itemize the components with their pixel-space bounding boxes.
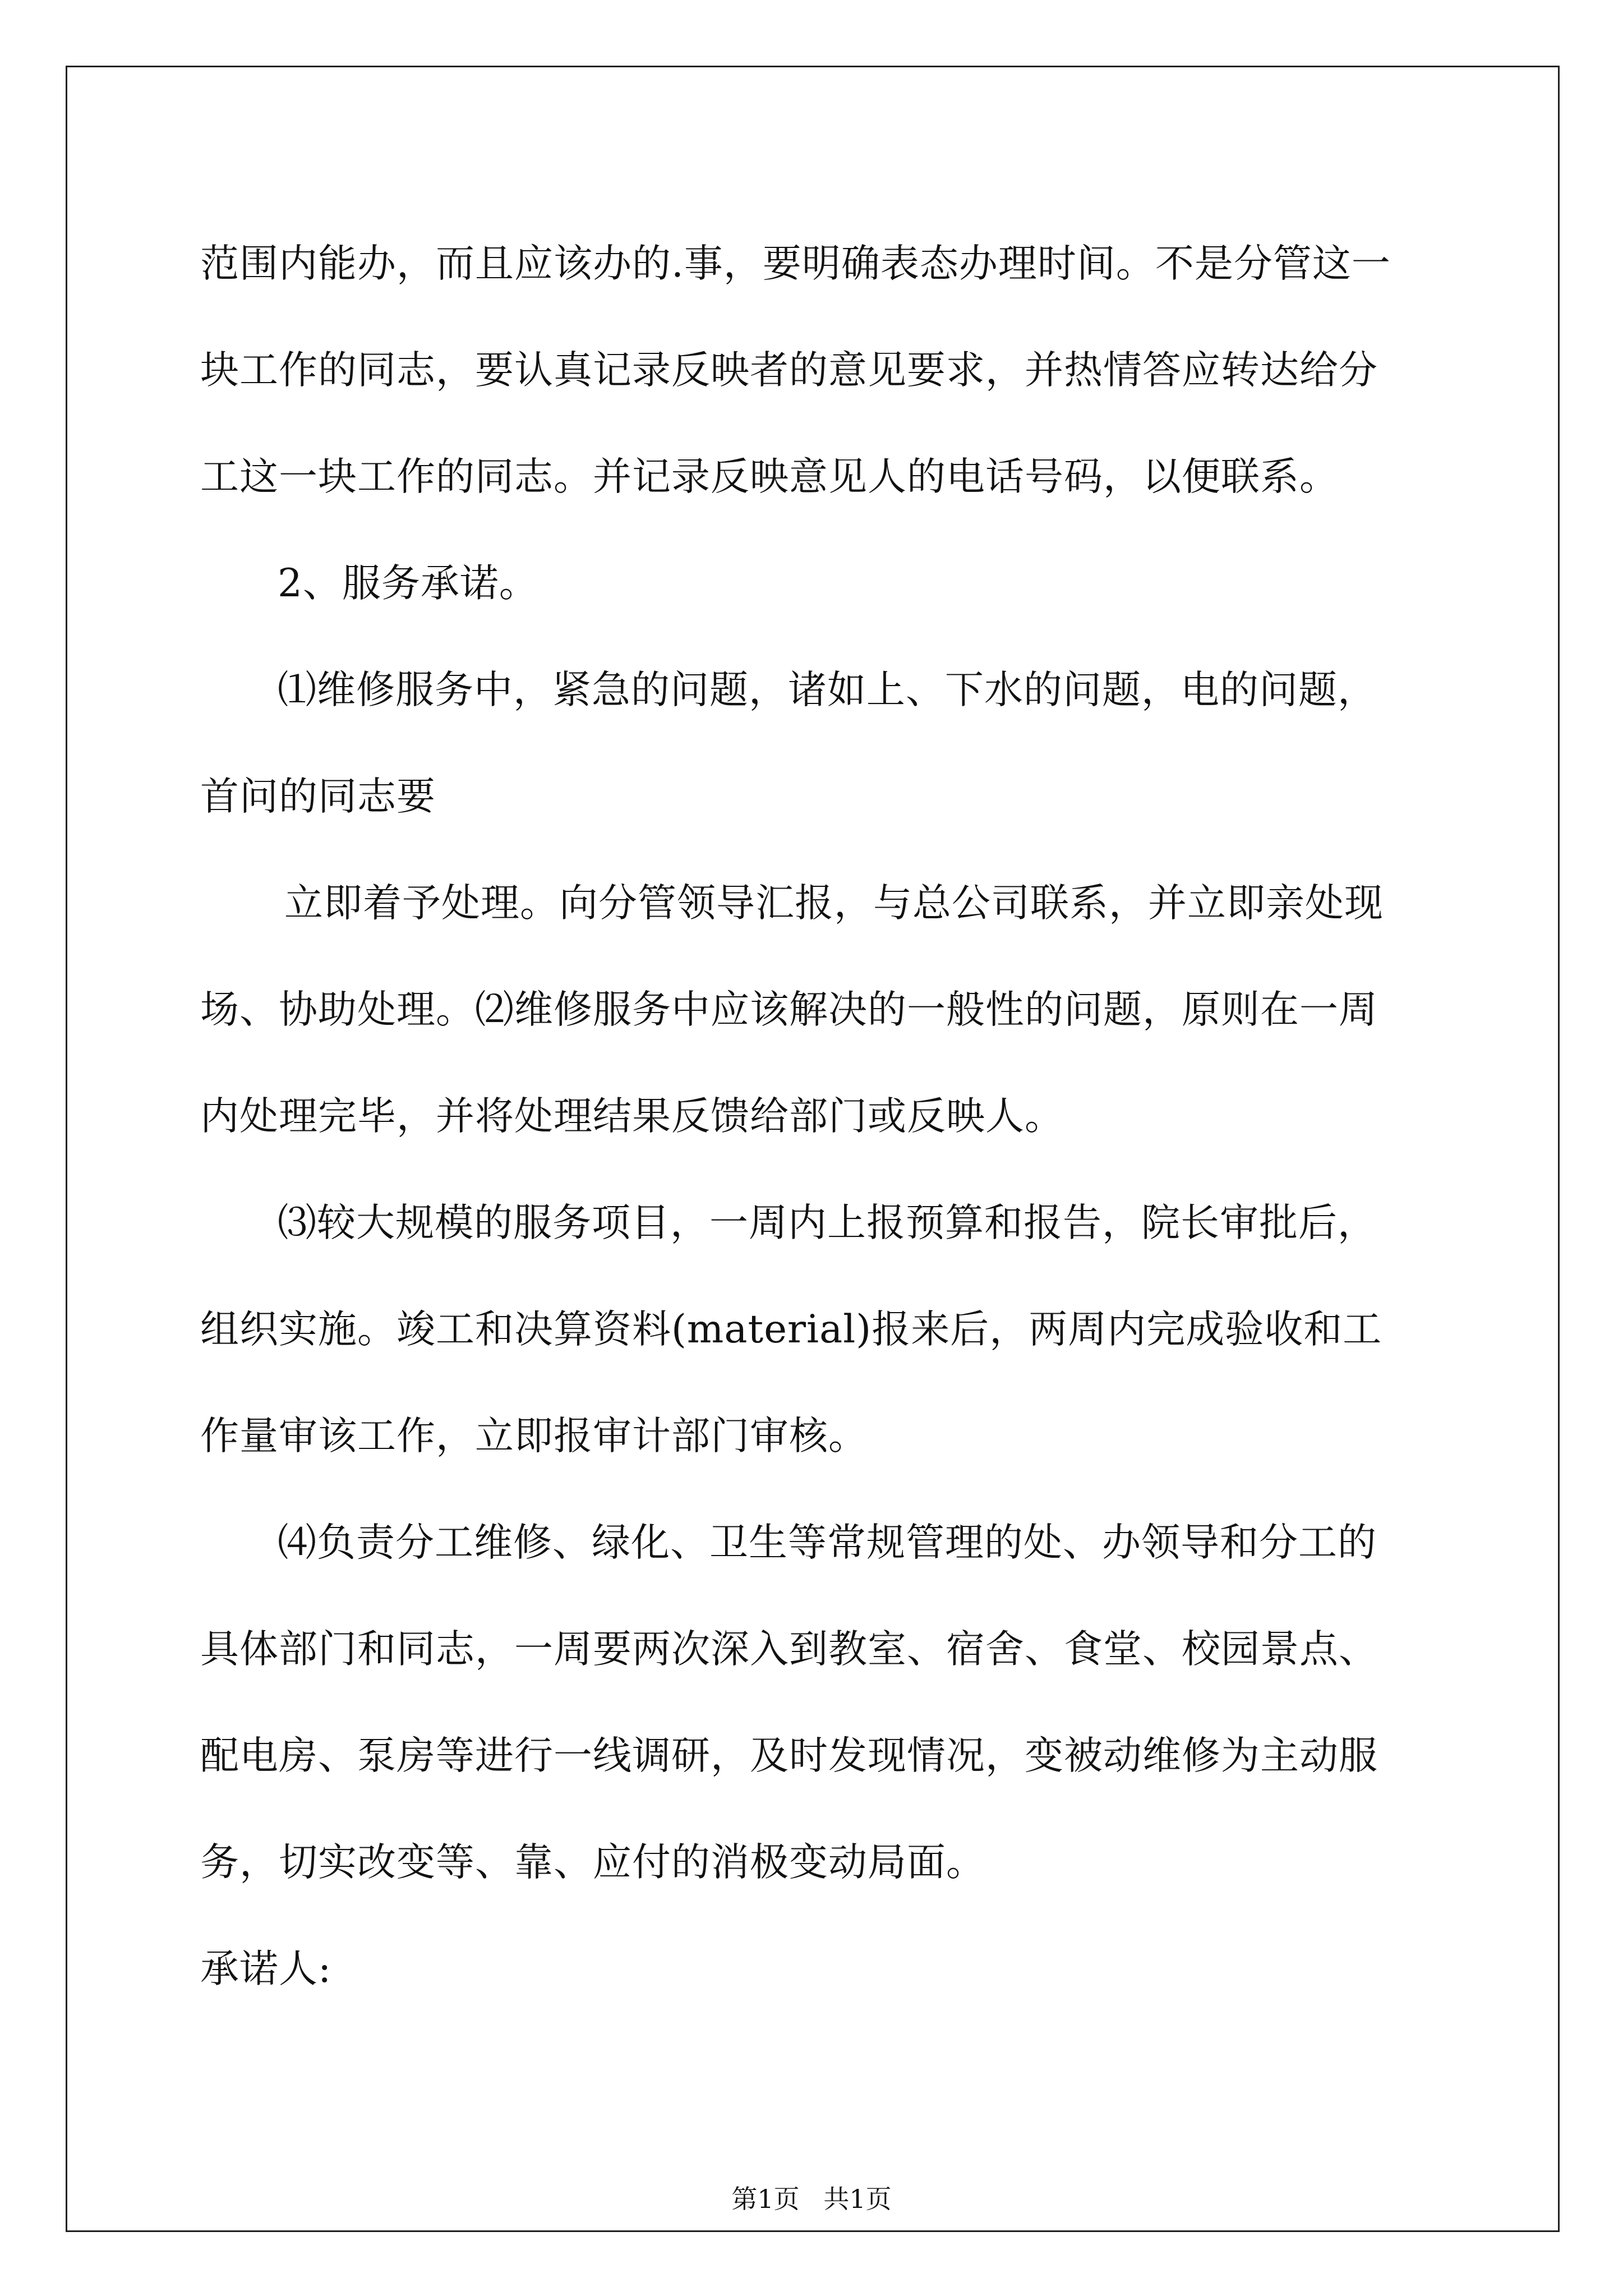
item-4-line-1: ⑷负责分工维修、绿化、卫生等常规管理的处、办领导和分工的 [278, 1520, 1377, 1565]
item-1-line-3: 立即着予处理。向分管领导汇报，与总公司联系，并立即亲处现 [284, 881, 1384, 926]
item-3-line-2: 组织实施。竣工和决算资料(material)报来后，两周内完成验收和工 [200, 1307, 1382, 1352]
text-line-2: 块工作的同志，要认真记录反映者的意见要求，并热情答应转达给分 [200, 348, 1378, 393]
item-3-line-1: ⑶较大规模的服务项目，一周内上报预算和报告，院长审批后， [278, 1200, 1377, 1245]
text-line-1: 范围内能办，而且应该办的.事，要明确表态办理时间。不是分管这一 [200, 241, 1391, 286]
page-number: 第1页 [731, 2184, 800, 2214]
item-3-line-3: 作量审该工作，立即报审计部门审核。 [200, 1414, 868, 1458]
item-2-line-1: 场、协助处理。⑵维修服务中应该解决的一般性的问题，原则在一周 [200, 987, 1378, 1032]
section-heading: 2、服务承诺。 [278, 561, 538, 606]
item-4-line-2: 具体部门和同志，一周要两次深入到教室、宿舍、食堂、校园景点、 [200, 1627, 1378, 1672]
item-4-line-4: 务，切实改变等、靠、应付的消极变动局面。 [200, 1840, 985, 1885]
item-1-line-2: 首问的同志要 [200, 774, 436, 819]
page-footer [0, 2182, 1623, 2216]
item-1-line-1: ⑴维修服务中，紧急的问题，诸如上、下水的问题，电的问题， [278, 668, 1377, 712]
item-4-line-3: 配电房、泵房等进行一线调研，及时发现情况，变被动维修为主动服 [200, 1733, 1378, 1778]
text-line-3: 工这一块工作的同志。并记录反映意见人的电话号码，以便联系。 [200, 454, 1339, 499]
document-body [200, 210, 1428, 2022]
item-2-line-2: 内处理完毕，并将处理结果反馈给部门或反映人。 [200, 1094, 1064, 1139]
page-total: 共1页 [823, 2184, 892, 2214]
signatory-label: 承诺人: [200, 1947, 332, 1991]
